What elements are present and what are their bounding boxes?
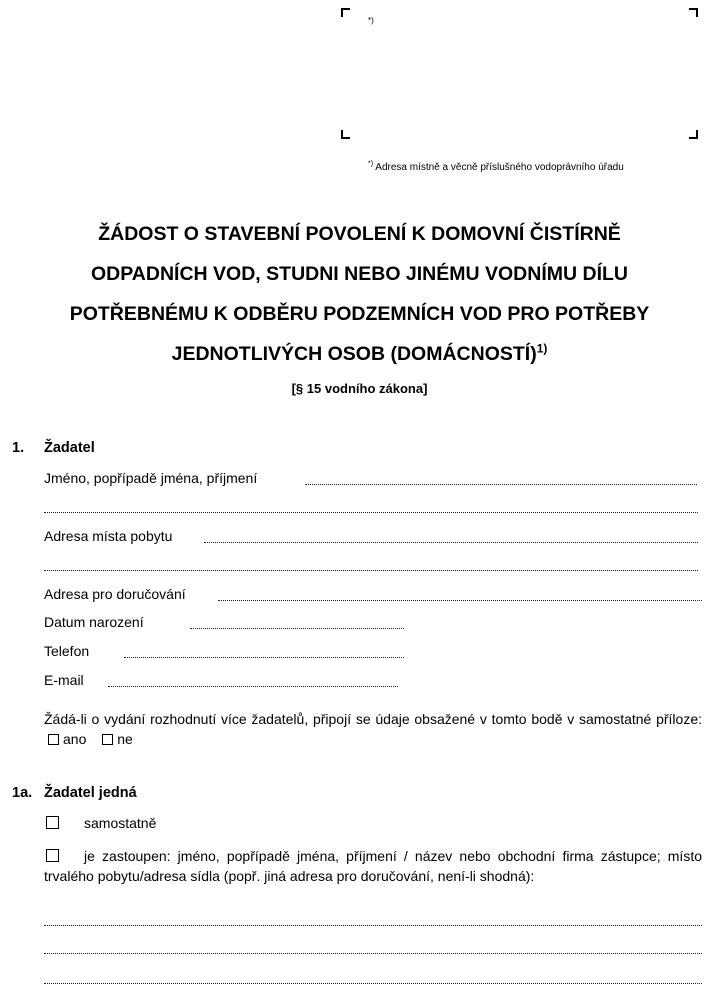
representative-field-2[interactable]: [44, 953, 702, 954]
title-footnote-ref: 1): [536, 341, 548, 356]
birth-field[interactable]: [190, 628, 404, 629]
title-line-1: ŽÁDOST O STAVEBNÍ POVOLENÍ K DOMOVNÍ ČISTÍRNĚ: [98, 223, 621, 245]
multi-applicant-text: Žádá-li o vydání rozhodnutí více žadatelů, připojí se údaje obsažené v tomto bodě v samostatné příloze:: [44, 711, 702, 727]
no-label: ne: [117, 731, 133, 747]
title-line-2: ODPADNÍCH VOD, STUDNI NEBO JINÉMU VODNÍMU DÍLU: [91, 263, 628, 285]
address-box-corner-bottom-right: [689, 130, 698, 139]
address-box-corner-top-right: [689, 8, 698, 17]
section-1-number: 1.: [12, 440, 25, 456]
section-1a-heading: Žadatel jedná: [44, 785, 137, 801]
phone-field[interactable]: [124, 657, 404, 658]
title-line-4-text: JEDNOTLIVÝCH OSOB (DOMÁCNOSTÍ): [171, 343, 537, 365]
name-field[interactable]: [305, 484, 697, 485]
yes-label: ano: [63, 731, 87, 747]
yes-checkbox[interactable]: [48, 734, 59, 745]
section-1a-number: 1a.: [12, 785, 33, 801]
form-title: [0, 214, 719, 374]
email-label: E-mail: [44, 672, 84, 688]
self-label: samostatně: [84, 815, 157, 831]
title-line-3: POTŘEBNÉMU K ODBĚRU PODZEMNÍCH VOD PRO POTŘEBY: [69, 303, 650, 325]
address-label: Adresa místa pobytu: [44, 528, 173, 544]
representative-field-3[interactable]: [44, 983, 702, 984]
address-field[interactable]: [204, 542, 698, 543]
address-footnote-marker: *): [368, 160, 374, 168]
delivery-label: Adresa pro doručování: [44, 586, 186, 602]
address-box-corner-top-left: [341, 8, 350, 17]
address-footnote: [368, 162, 624, 173]
email-field[interactable]: [108, 686, 398, 687]
self-checkbox[interactable]: [46, 816, 59, 829]
title-line-4: [0, 334, 719, 374]
address-box-corner-bottom-left: [341, 130, 350, 139]
multi-applicant-note: [44, 709, 702, 749]
name-label: Jméno, popřípadě jména, příjmení: [44, 470, 258, 486]
phone-label: Telefon: [44, 643, 90, 659]
delivery-field[interactable]: [218, 600, 702, 601]
no-checkbox[interactable]: [102, 734, 113, 745]
birth-label: Datum narození: [44, 614, 144, 630]
section-1-heading: Žadatel: [44, 440, 95, 456]
represented-label: je zastoupen: jméno, popřípadě jména, příjmení / název nebo obchodní firma zástupce; místo trvalého pobytu/adresa sídla (popř. jiná adresa pro doručování, není-li shodná):: [44, 848, 702, 884]
address-box-marker: *): [368, 16, 374, 25]
address-field-continued[interactable]: [44, 570, 698, 571]
form-subtitle: [§ 15 vodního zákona]: [291, 381, 428, 396]
address-footnote-text: Adresa místně a věcně příslušného vodoprávního úřadu: [375, 162, 624, 173]
name-field-continued[interactable]: [44, 512, 698, 513]
representative-field-1[interactable]: [44, 925, 702, 926]
